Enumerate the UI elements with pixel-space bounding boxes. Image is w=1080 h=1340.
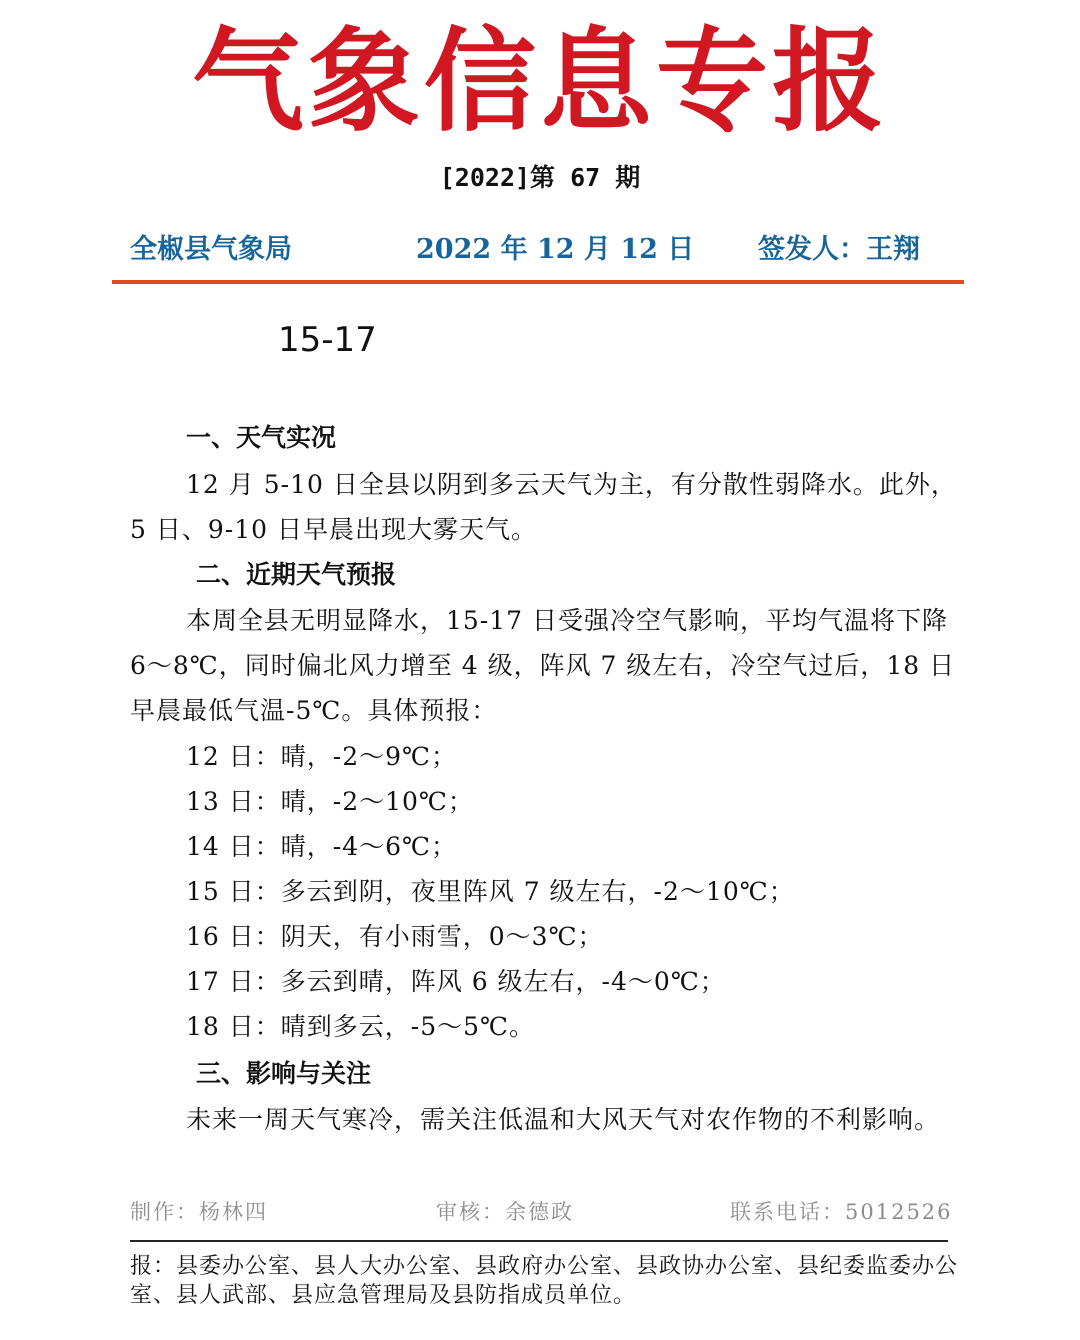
section-3-body	[130, 1097, 960, 1142]
section-2-body	[130, 598, 960, 733]
issue-number: [2022]第 67 期	[439, 163, 641, 192]
forecast-day: 17 日：多云到晴，阵风 6 级左右，-4～0℃；	[186, 967, 726, 996]
distribution-list: 报：县委办公室、县人大办公室、县政府办公室、县政协办公室、县纪委监委办公室、县人武部、县应急管理局及县防指成员单位。	[130, 1254, 959, 1308]
footer-phone: 联系电话：5012526	[730, 1200, 953, 1224]
signer: 签发人：王翔	[758, 234, 920, 265]
section-1-heading: 一、天气实况	[186, 423, 337, 452]
header-divider	[112, 280, 964, 284]
section-1-text: 12 月 5-10 日全县以阴到多云天气为主，有分散性弱降水。此外，5 日、9-10 日早晨出现大雾天气。	[130, 470, 957, 544]
section-2-text: 本周全县无明显降水，15-17 日受强冷空气影响，平均气温将下降 6～8℃，同时偏北风力增至 4 级，阵风 7 级左右，冷空气过后，18 日早晨最低气温-5℃。具体预报：	[130, 606, 956, 725]
issue-date: 2022 年 12 月 12 日	[416, 234, 695, 265]
footer-divider	[130, 1240, 948, 1242]
forecast-day: 16 日：阴天，有小雨雪，0～3℃；	[186, 922, 604, 951]
footer-reviewer: 审核：余德政	[436, 1200, 574, 1224]
forecast-day: 18 日：晴到多云，-5～5℃。	[186, 1012, 535, 1041]
issuing-agency: 全椒县气象局	[130, 234, 292, 265]
document-subtitle: 15-17	[278, 320, 377, 360]
section-2-heading: 二、近期天气预报	[196, 560, 397, 589]
section-1-body	[130, 462, 960, 552]
section-3-heading: 三、影响与关注	[196, 1059, 372, 1088]
masthead-title: 气象信息专报	[192, 16, 888, 147]
footer-maker: 制作：杨林四	[130, 1200, 268, 1224]
forecast-day: 14 日：晴，-4～6℃；	[186, 832, 457, 861]
forecast-day: 12 日：晴，-2～9℃；	[186, 742, 457, 771]
forecast-day: 15 日：多云到阴，夜里阵风 7 级左右，-2～10℃；	[186, 877, 795, 906]
section-3-text: 未来一周天气寒冷，需关注低温和大风天气对农作物的不利影响。	[186, 1105, 941, 1134]
forecast-day: 13 日：晴，-2～10℃；	[186, 787, 474, 816]
